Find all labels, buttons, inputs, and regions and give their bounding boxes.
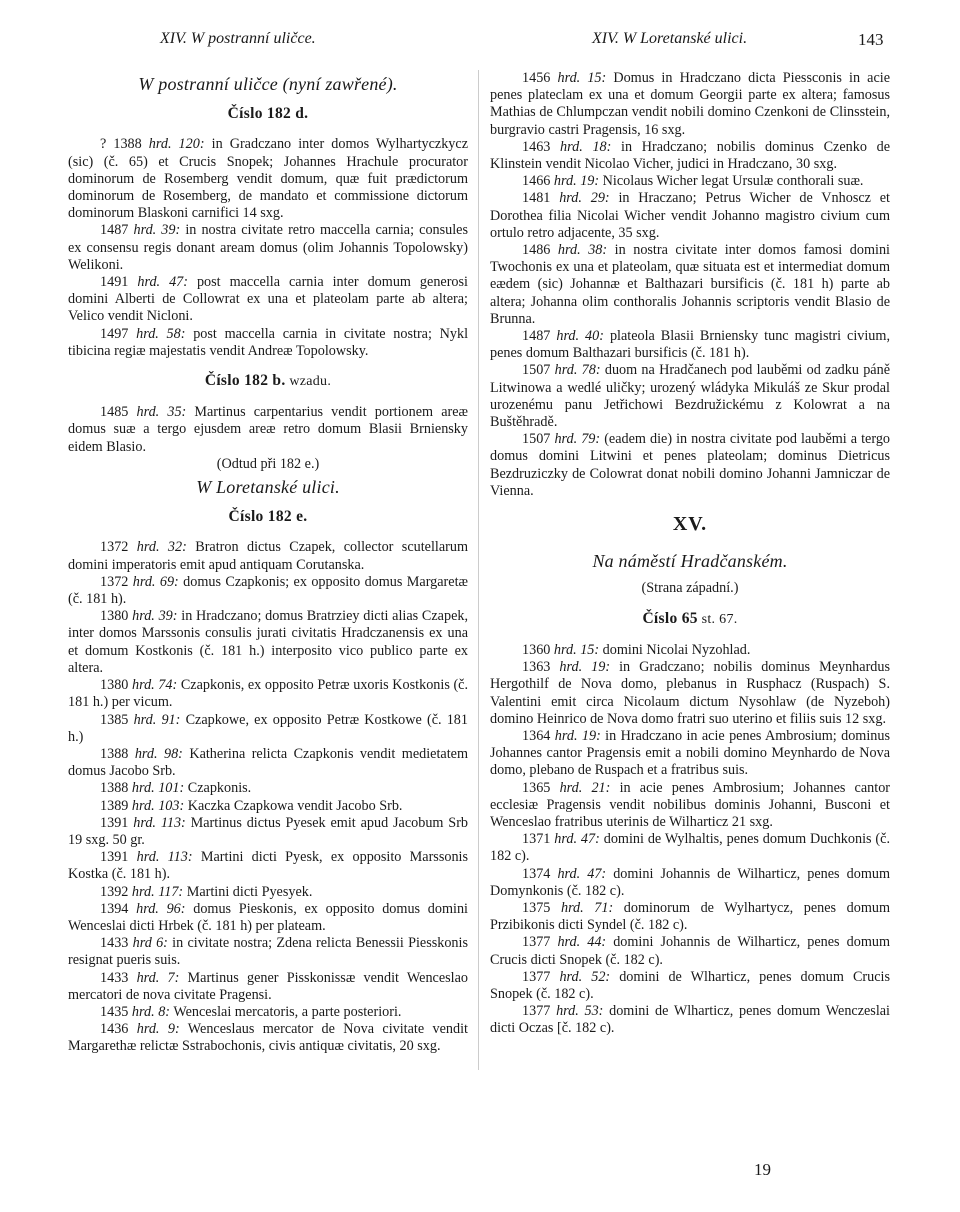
- entry-text: in Hradczano; domus Bratrziey dicti alias Czapek, inter domos Marssonis consulis jurati civitatis Hradczanensis ex una et domum Kostkonis (č. 181 h.) interposito vico publico parte ex altera.: [68, 608, 469, 676]
- entry-citation: hrd. 78:: [554, 362, 601, 379]
- entry-year: 1389: [100, 797, 132, 814]
- record-entry: [490, 431, 890, 500]
- record-entry: [490, 190, 890, 242]
- record-entry: [490, 780, 890, 832]
- entry-text: domini Johannis de Wilharticz, penes domum Domynkonis (č. 182 c).: [490, 865, 890, 899]
- entry-citation: hrd. 96:: [136, 900, 186, 917]
- entry-year: 1377: [522, 1003, 557, 1020]
- entry-citation: hrd. 19:: [553, 173, 600, 190]
- running-header-right: XIV. W Loretanské ulici.: [592, 30, 748, 47]
- record-entry: [68, 222, 468, 274]
- record-entry: [68, 970, 468, 1004]
- entry-year: 1385: [100, 711, 134, 728]
- entry-year: 1372: [100, 573, 133, 590]
- record-entry: [490, 866, 890, 900]
- record-entry: [68, 136, 468, 222]
- entry-text: Martinus carpentarius vendit portionem areæ domus suæ a tergo ejusdem areæ retro domum Blasii Brniensky eidem Blasio.: [68, 404, 468, 455]
- running-header-left: XIV. W postranní uličce.: [160, 30, 316, 47]
- section-number: XV.: [672, 513, 708, 536]
- section-title: Na náměstí Hradčanském.: [592, 551, 788, 572]
- entry-year: 1380: [100, 608, 133, 625]
- entry-text: plateola Blasii Brniensky tunc magistri civium, penes domum Balthazari bursificis (č. 181 h).: [490, 328, 890, 362]
- record-entry: [490, 969, 890, 1003]
- right-column: [490, 70, 890, 1038]
- entry-text: domus Pieskonis, ex opposito domus domini Wenceslai dicti Hrbek (č. 181 h) per plateam.: [68, 900, 468, 934]
- entry-text: in Hradczano; nobilis dominus Czenko de Klinstein vendit Nicolao Vicher, judici in Hradczano, 30 sxg.: [490, 138, 890, 173]
- entry-text: Wenceslaus mercator de Nova civitate vendit Margarethæ relictæ Sstrabochonis, civis antiquæ civitatis, 20 sxg.: [68, 1021, 468, 1055]
- entry-text: duom na Hradčanech pod lauběmi od zadku páně Litwinowa a wedlé uličky; urozený wládyka Mikuláš ze Skur prodal urozenému panu Jetřichowi Bezdružickému z Kolowrat a na Buštěhradě.: [490, 362, 890, 431]
- record-entry: [68, 815, 468, 849]
- entry-year: 1391: [100, 849, 137, 866]
- entry-text: (eadem die) in nostra civitate pod lauběmi a tergo domus domini Litwini et penes plateolam; dominus Dietricus Bezdruziczky de Colowrat donat nobili domino Johanni Jamniczar de Vienna.: [490, 431, 891, 499]
- entry-year: 1487: [522, 328, 557, 345]
- record-entry: [68, 326, 468, 360]
- entry-year: 1377: [522, 968, 560, 985]
- entry-year: 1374: [522, 865, 558, 882]
- entry-text: Bratron dictus Czapek, collector scutellarum domini imperatoris emit apud antiquam Corutanska.: [68, 539, 468, 573]
- entry-year: 1436: [100, 1021, 137, 1038]
- entry-text: dominorum de Wylhartycz, penes domum Przibikonis dicti Syndel (č. 182 c).: [490, 899, 890, 934]
- record-entry: [68, 798, 468, 815]
- house-number-heading: [68, 105, 468, 122]
- entry-citation: hrd. 7:: [136, 969, 180, 986]
- record-entry: [68, 677, 468, 711]
- entry-text: Katherina relicta Czapkonis vendit medietatem domus Jacobo Srb.: [68, 745, 468, 780]
- house-number-heading: [68, 372, 468, 390]
- entry-citation: hrd. 18:: [560, 138, 612, 155]
- entry-text: domini de Wylhaltis, penes domum Duchkonis (č. 182 c).: [490, 831, 891, 865]
- entry-year: 1433: [100, 935, 133, 952]
- section-title: W postranní uličce (nyní zawřené).: [138, 74, 398, 94]
- entry-text: domini de Wlharticz, penes domum Crucis Snopek (č. 182 c).: [490, 968, 890, 1002]
- entry-citation: hrd. 19:: [559, 659, 611, 676]
- entry-year: 1388: [100, 780, 132, 797]
- entry-year: 1375: [522, 899, 561, 916]
- record-entry: [68, 404, 468, 456]
- record-entry: [68, 901, 468, 935]
- entry-text: Martinus gener Pisskonissæ vendit Wenceslao mercatori de nova civitate Pragensi.: [68, 969, 468, 1003]
- page-number: 143: [858, 30, 884, 49]
- entry-citation: hrd. 117:: [131, 883, 184, 900]
- entry-text: in Hraczano; Petrus Wicher de Vnhoscz et Dorothea filia Nicolai Wicher vendit Johanno magistro civium cum ortulo retro adjacente, 35 sxg.: [490, 190, 890, 241]
- record-entry: [68, 274, 468, 326]
- entry-citation: hrd. 113:: [133, 814, 186, 831]
- entry-year: 1487: [100, 222, 134, 239]
- entry-citation: hrd. 79:: [554, 431, 601, 448]
- entry-year: 1481: [522, 190, 560, 207]
- entry-citation: hrd. 35:: [136, 404, 187, 421]
- entry-year: 1433: [100, 969, 137, 986]
- entry-citation: hrd. 69:: [132, 573, 179, 590]
- entry-year: 1388: [100, 745, 135, 762]
- record-entry: [490, 70, 890, 139]
- entry-year: 1363: [522, 659, 560, 676]
- entry-year: 1466: [522, 173, 554, 190]
- entry-year: 1497: [100, 325, 137, 342]
- entry-text: Martinus dictus Pyesek emit apud Jacobum Srb 19 sxg. 50 gr.: [68, 814, 469, 848]
- entry-citation: hrd. 32:: [136, 539, 187, 556]
- entry-text: Martini dicti Pyesk, ex opposito Marssonis Kostka (č. 181 h).: [68, 849, 468, 883]
- house-number: Číslo 182 b.: [204, 372, 286, 390]
- signature-folio: 19: [754, 1160, 771, 1179]
- record-entry: [68, 935, 468, 969]
- entry-citation: hrd. 47:: [554, 831, 600, 848]
- entry-citation: hrd. 58:: [136, 325, 186, 342]
- record-entry: [490, 934, 890, 968]
- entry-text: domini Johannis de Wilharticz, penes domum Crucis dicti Snopek (č. 182 c).: [490, 934, 890, 968]
- entry-text: in nostra civitate retro maccella carnia; consules ex consensu regis donant aream domus (olim Johannis Topolowsky) Welikoni.: [68, 222, 469, 273]
- entry-citation: hrd. 120:: [148, 136, 205, 153]
- entry-text: Nicolaus Wicher legat Ursulæ conthorali suæ.: [599, 173, 864, 190]
- entry-year: 1360: [522, 641, 554, 658]
- entry-citation: hrd. 29:: [559, 190, 610, 207]
- house-number: Číslo 65: [642, 609, 698, 627]
- entry-citation: hrd. 38:: [557, 242, 608, 259]
- entry-citation: hrd. 47:: [557, 865, 607, 882]
- entry-citation: hrd. 8:: [131, 1003, 171, 1020]
- entry-citation: hrd. 21:: [559, 779, 611, 796]
- entry-year: 1491: [100, 274, 138, 291]
- entry-year: 1485: [100, 404, 137, 421]
- entry-citation: hrd. 15:: [557, 70, 607, 86]
- record-entry: [490, 728, 890, 780]
- record-entry: [490, 362, 890, 431]
- entry-year: 1380: [100, 677, 132, 694]
- record-entry: [68, 884, 468, 901]
- record-entry: [68, 746, 468, 780]
- house-number: Číslo 182 e.: [228, 508, 308, 526]
- entry-year: 1372: [100, 539, 137, 556]
- record-entry: [490, 900, 890, 934]
- entry-year: ? 1388: [100, 136, 149, 153]
- entry-citation: hrd. 74:: [131, 677, 178, 694]
- entry-citation: hrd. 47:: [137, 274, 188, 291]
- entry-citation: hrd. 40:: [556, 328, 604, 345]
- entry-year: 1456: [522, 70, 558, 86]
- record-entry: [68, 574, 468, 608]
- record-entry: [490, 173, 890, 190]
- entry-citation: hrd. 101:: [131, 780, 185, 797]
- entry-citation: hrd. 39:: [132, 608, 178, 625]
- column-divider: [478, 70, 479, 1070]
- entry-text: domini Nicolai Nyzohlad.: [599, 641, 751, 658]
- entry-year: 1364: [522, 727, 555, 744]
- entry-year: 1507: [522, 362, 555, 379]
- entry-text: Czapkowe, ex opposito Petræ Kostkowe (č. 181 h.): [68, 711, 468, 745]
- editorial-note: (Strana západní.): [641, 580, 739, 597]
- entry-text: in acie penes Ambrosium; Johannes cantor ecclesiæ Pragensis vendit nobilibus dominis Johanni, Busconi et Wenceslao fratribus uterinis de Wilharticz 21 sxg.: [490, 779, 891, 830]
- record-entry: [490, 831, 890, 865]
- record-entry: [490, 328, 890, 362]
- entry-citation: hrd. 39:: [133, 222, 181, 239]
- record-entry: [68, 1004, 468, 1021]
- entry-text: in Hradczano in acie penes Ambrosium; dominus Johannes cantor Pragensis emit a nobili domino Meynhardo de Nova domo, plebano de Ruspach et a fratribus suis.: [490, 727, 890, 779]
- record-entry: [68, 780, 468, 797]
- entry-citation: hrd. 98:: [134, 745, 183, 762]
- entry-citation: hrd. 113:: [136, 849, 193, 866]
- house-number-suffix: st. 67.: [697, 611, 738, 627]
- entry-citation: hrd. 71:: [560, 899, 614, 916]
- entry-text: in nostra civitate inter domos famosi domini Twochonis ex una et plateolam, quæ situata est et intermediat domum eædem (sic) Johannæ et Balthazari bursificis (č. 181 h) parte ab altera; Johanna olim conthoralis Johannis scriptoris vendit Blasio de Brunna.: [490, 242, 890, 327]
- entry-citation: hrd. 9:: [136, 1021, 180, 1038]
- entry-text: post maccella carnia inter domum generosi domini Alberti de Collowrat ex una et plateolam parte ab altera; Velico vendit Nicloni.: [68, 274, 468, 325]
- entry-citation: hrd. 52:: [559, 968, 611, 985]
- section-title: W Loretanské ulici.: [196, 477, 340, 498]
- entry-text: in Gradczano inter domos Wylhartyczkycz (sic) (č. 65) et Crucis Snopek; Johannes Hrachule procurator dominorum de Rosemberg vendit domum, quæ fuit prædictorum dominorum de Rosemberg, de mandato et commissione dictorum dominorum Blaskoni carnifici 14 sxg.: [68, 136, 468, 222]
- entry-citation: hrd. 103:: [131, 797, 185, 814]
- entry-year: 1486: [522, 242, 558, 259]
- entry-text: post maccella carnia in civitate nostra; Nykl tibicina regiæ majestatis vendit Andreæ Topolowsky.: [68, 325, 469, 359]
- entry-year: 1463: [522, 138, 561, 155]
- entry-text: domini de Wlharticz, penes domum Wenczeslai dicti Oczas [č. 182 c).: [490, 1003, 891, 1037]
- house-number-heading: [68, 508, 468, 525]
- entry-text: domus Czapkonis; ex opposito domus Margaretæ (č. 181 h).: [68, 573, 468, 608]
- entry-text: Czapkonis.: [184, 780, 252, 797]
- record-entry: [490, 642, 890, 659]
- entry-year: 1394: [100, 900, 137, 917]
- entry-text: Domus in Hradczano dicta Piessconis in acie penes plateclam ex una et domum Georgii parte ex altera; famosus Mathias de Chlumpczan vendit nobili domino Czenkoni de Clinsstein, burgravio castri Pragensis, 16 sxg.: [490, 70, 890, 138]
- house-number-suffix: wzadu.: [285, 374, 332, 390]
- entry-text: in Gradczano; nobilis dominus Meynhardus Hergothilf de Nova domo, plebanus in Rusphacz (Ruspach) S. Valentini emit circa Nicolaum dictum Nysohlaw (de Nyzeboh) domino Heinrico de Nova domo fratri suo uterino et filiis suis 12 sxg.: [490, 659, 891, 727]
- entry-year: 1391: [100, 814, 134, 831]
- entry-citation: hrd. 91:: [133, 711, 181, 728]
- record-entry: [490, 139, 890, 173]
- record-entry: [68, 1021, 468, 1055]
- entry-text: in civitate nostra; Zdena relicta Benessii Piesskonis resignat pueris suis.: [68, 935, 468, 969]
- editorial-note: (Odtud při 182 e.): [216, 455, 320, 472]
- entry-text: Czapkonis, ex opposito Petræ uxoris Kostkonis (č. 181 h.) per vicum.: [68, 677, 469, 711]
- entry-year: 1435: [100, 1003, 132, 1020]
- record-entry: [68, 849, 468, 883]
- entry-year: 1392: [100, 883, 132, 900]
- entry-citation: hrd. 19:: [554, 727, 601, 744]
- record-entry: [490, 659, 890, 728]
- record-entry: [68, 608, 468, 677]
- record-entry: [490, 1003, 890, 1037]
- entry-text: Martini dicti Pyesyek.: [183, 883, 313, 900]
- record-entry: [490, 242, 890, 328]
- record-entry: [68, 539, 468, 573]
- entry-year: 1365: [522, 779, 560, 796]
- house-number: Číslo 182 d.: [227, 105, 309, 123]
- entry-citation: hrd 6:: [132, 935, 168, 952]
- entry-citation: hrd. 53:: [556, 1003, 604, 1020]
- left-column: [68, 70, 468, 1056]
- entry-citation: hrd. 44:: [557, 934, 607, 951]
- entry-year: 1507: [522, 431, 555, 448]
- house-number-heading: [490, 610, 890, 628]
- entry-text: Wenceslai mercatoris, a parte posteriori.: [170, 1003, 402, 1020]
- entry-text: Kaczka Czapkowa vendit Jacobo Srb.: [184, 797, 403, 814]
- entry-year: 1371: [522, 831, 555, 848]
- record-entry: [68, 712, 468, 746]
- entry-citation: hrd. 15:: [553, 641, 600, 658]
- entry-year: 1377: [522, 934, 558, 951]
